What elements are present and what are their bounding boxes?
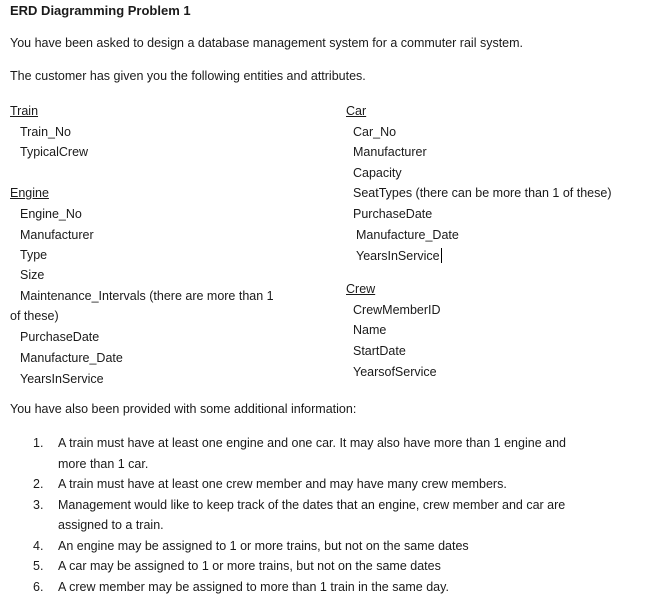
rule-text-cont: more than 1 car. xyxy=(58,457,149,471)
train-heading: Train xyxy=(10,104,39,118)
car-attr: Car_No xyxy=(353,125,397,139)
rule-number: 3. xyxy=(33,498,44,512)
crew-attr: StartDate xyxy=(353,344,406,358)
car-attr: SeatTypes (there can be more than 1 of these) xyxy=(353,186,612,200)
engine-heading: Engine xyxy=(10,186,49,200)
rule-text: A train must have at least one crew member and may have many crew members. xyxy=(58,477,507,491)
engine-attr-maintenance-cont: of these) xyxy=(10,309,59,323)
intro-line-2: The customer has given you the following entities and attributes. xyxy=(10,69,366,83)
engine-attr: Type xyxy=(20,248,48,262)
car-attr: Manufacture_Date xyxy=(356,228,459,242)
train-attr: Train_No xyxy=(20,125,71,139)
crew-attr: CrewMemberID xyxy=(353,303,441,317)
rule-number: 6. xyxy=(33,580,44,594)
engine-attr: PurchaseDate xyxy=(20,330,100,344)
page-title: ERD Diagramming Problem 1 xyxy=(10,3,191,18)
car-attr: Capacity xyxy=(353,166,402,180)
car-attr: PurchaseDate xyxy=(353,207,433,221)
engine-attr: Engine_No xyxy=(20,207,82,221)
rule-text: Management would like to keep track of the dates that an engine, crew member and car are xyxy=(58,498,566,512)
additional-intro: You have also been provided with some additional information: xyxy=(10,402,357,416)
text-cursor xyxy=(441,248,442,263)
rule-number: 1. xyxy=(33,436,44,450)
rule-text: A crew member may be assigned to more than 1 train in the same day. xyxy=(58,580,449,594)
rule-number: 4. xyxy=(33,539,44,553)
engine-attr: Manufacturer xyxy=(20,228,94,242)
rule-text: A train must have at least one engine and one car. It may also have more than 1 engine and xyxy=(58,436,566,450)
rule-text: A car may be assigned to 1 or more trains, but not on the same dates xyxy=(58,559,441,573)
engine-attr: YearsInService xyxy=(20,372,104,386)
engine-attr-maintenance: Maintenance_Intervals (there are more than 1 xyxy=(20,289,274,303)
rule-text: An engine may be assigned to 1 or more trains, but not on the same dates xyxy=(58,539,469,553)
car-attr: Manufacturer xyxy=(353,145,427,159)
rule-number: 2. xyxy=(33,477,44,491)
crew-attr: YearsofService xyxy=(353,365,437,379)
engine-attr: Size xyxy=(20,268,45,282)
crew-heading: Crew xyxy=(346,282,376,296)
intro-line-1: You have been asked to design a database management system for a commuter rail system. xyxy=(10,36,524,50)
car-heading: Car xyxy=(346,104,367,118)
train-attr: TypicalCrew xyxy=(20,145,89,159)
car-attr: YearsInService xyxy=(356,249,440,263)
engine-attr: Manufacture_Date xyxy=(20,351,123,365)
rule-text-cont: assigned to a train. xyxy=(58,518,164,532)
rule-number: 5. xyxy=(33,559,44,573)
car-attr-last[interactable] xyxy=(356,248,442,263)
crew-attr: Name xyxy=(353,323,387,337)
